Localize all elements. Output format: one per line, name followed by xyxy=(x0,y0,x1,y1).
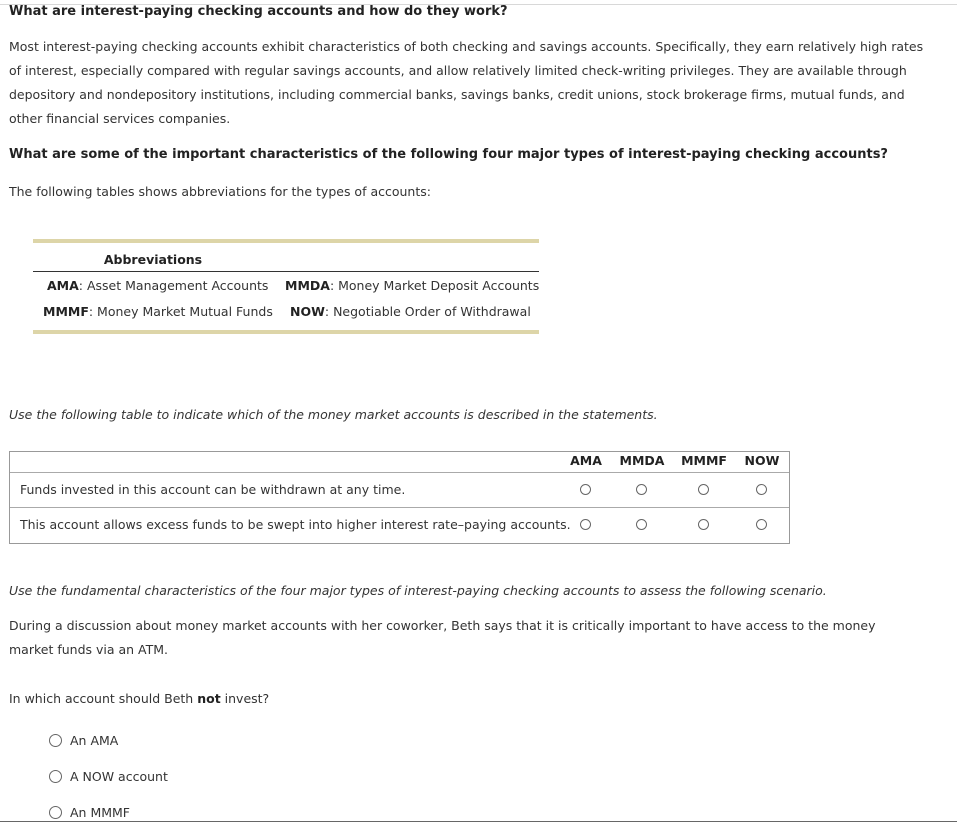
row-1-mmda-radio[interactable] xyxy=(636,484,647,495)
question-heading: What are some of the important characteristics of the following four major types of interest-paying checking accounts? xyxy=(9,147,888,162)
abbreviations-bottom-border xyxy=(33,330,539,334)
table-row-1-statement: Funds invested in this account can be withdrawn at any time. xyxy=(20,482,406,497)
abbr-name: : Money Market Mutual Funds xyxy=(88,304,273,319)
question-text-after: invest? xyxy=(220,691,270,706)
question-text-before: In which account should Beth xyxy=(9,691,198,706)
abbr-item-mmda xyxy=(285,278,539,293)
row-2-ama-radio[interactable] xyxy=(580,519,591,530)
row-2-now-radio[interactable] xyxy=(756,519,767,530)
row-2-mmmf-radio[interactable] xyxy=(698,519,709,530)
abbr-code: NOW xyxy=(290,304,325,319)
table-instruction: Use the following table to indicate which of the money market accounts is described in the statements. xyxy=(9,407,658,422)
option-mmmf-label: An MMMF xyxy=(70,805,130,820)
option-mmmf-radio[interactable] xyxy=(49,806,62,819)
intro-paragraph: Most interest-paying checking accounts exhibit characteristics of both checking and savings accounts. Specifically, they earn relatively high rates of interest, especially compared with regular savings accounts, and allow relatively limited check-writing privileges. They are available through depository and nondepository institutions, including commercial banks, savings banks, credit unions, stock brokerage firms, mutual funds, and other financial services companies. xyxy=(9,39,924,126)
option-now-radio[interactable] xyxy=(49,770,62,783)
abbr-name: : Money Market Deposit Accounts xyxy=(329,278,540,293)
row-1-now-radio[interactable] xyxy=(756,484,767,495)
abbreviations-header-rule xyxy=(33,271,539,272)
option-now-label: A NOW account xyxy=(70,769,168,784)
option-ama-label: An AMA xyxy=(70,733,119,748)
column-header-mmmf: MMMF xyxy=(681,453,727,468)
column-header-now: NOW xyxy=(744,453,780,468)
option-mmmf[interactable] xyxy=(49,805,130,820)
abbr-item-ama xyxy=(47,278,268,293)
option-now-account[interactable] xyxy=(49,769,168,784)
table-row-2-statement: This account allows excess funds to be swept into higher interest rate–paying accounts. xyxy=(20,517,571,532)
column-header-ama: AMA xyxy=(570,453,602,468)
row-1-mmmf-radio[interactable] xyxy=(698,484,709,495)
beth-question xyxy=(9,691,269,706)
scenario-instruction: Use the fundamental characteristics of the four major types of interest-paying checking accounts to assess the following scenario. xyxy=(9,583,827,598)
abbr-name: : Asset Management Accounts xyxy=(78,278,269,293)
abbr-name: : Negotiable Order of Withdrawal xyxy=(324,304,531,319)
abbr-code: AMA xyxy=(47,278,79,293)
scenario-text: During a discussion about money market accounts with her coworker, Beth says that it is critically important to have access to the money market funds via an ATM. xyxy=(9,618,876,657)
table-header-divider xyxy=(10,472,789,473)
option-ama-radio[interactable] xyxy=(49,734,62,747)
abbreviations-top-border xyxy=(33,239,539,243)
bottom-divider xyxy=(0,821,957,822)
abbr-code: MMMF xyxy=(43,304,89,319)
question-emphasis: not xyxy=(197,691,221,706)
tables-intro-text: The following tables shows abbreviations for the types of accounts: xyxy=(9,184,431,199)
table-row-divider xyxy=(10,507,789,508)
abbr-item-now xyxy=(290,304,531,319)
page-heading: What are interest-paying checking accounts and how do they work? xyxy=(9,4,508,19)
column-header-mmda: MMDA xyxy=(619,453,665,468)
row-1-ama-radio[interactable] xyxy=(580,484,591,495)
abbr-code: MMDA xyxy=(285,278,330,293)
option-ama[interactable] xyxy=(49,733,118,748)
row-2-mmda-radio[interactable] xyxy=(636,519,647,530)
abbr-item-mmmf xyxy=(43,304,273,319)
abbreviations-title: Abbreviations xyxy=(103,252,203,267)
